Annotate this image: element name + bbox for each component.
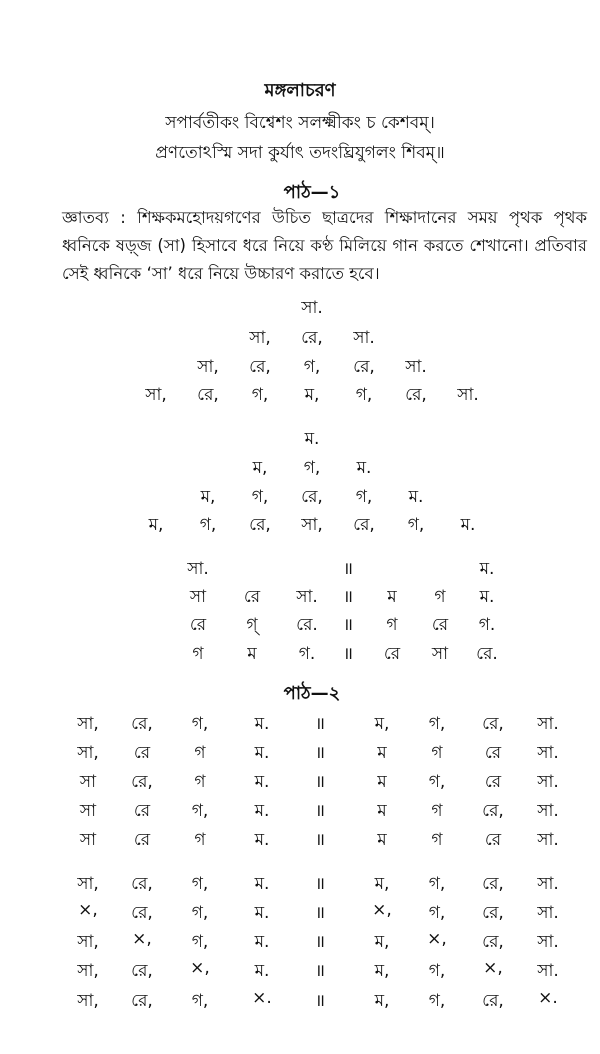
note: গ [434, 587, 446, 607]
notation-row [0, 711, 600, 735]
note: ম, [148, 515, 164, 535]
note: রে, [131, 961, 153, 981]
note: গ [431, 743, 443, 763]
note: ॥ [314, 903, 326, 923]
note: সা. [537, 903, 559, 923]
notation-row [0, 871, 600, 895]
note: গ [194, 743, 206, 763]
note: ম, [304, 385, 320, 405]
notation-row [0, 798, 600, 822]
note: রে [484, 743, 502, 763]
note: ম. [408, 487, 424, 507]
note: ম. [479, 559, 495, 579]
note: সা. [537, 772, 559, 792]
note: রে, [405, 385, 427, 405]
note: রে, [249, 357, 271, 377]
note: সা, [197, 357, 219, 377]
note: রে. [476, 644, 498, 664]
note: সা. [301, 298, 323, 318]
note: ×, [372, 900, 392, 920]
note: সা, [77, 874, 99, 894]
note: রে [243, 587, 261, 607]
note: ম, [374, 874, 390, 894]
note: ×. [252, 988, 272, 1008]
note: সা. [353, 328, 375, 348]
notation-row [0, 900, 600, 924]
note: সা. [457, 385, 479, 405]
notation-row [0, 612, 600, 636]
note: রে, [301, 487, 323, 507]
note: গ [192, 644, 204, 664]
note: রে, [482, 991, 504, 1011]
note: গ্ [246, 615, 258, 635]
note: গ [386, 615, 398, 635]
verse-line: সপার্বতীকং বিশ্বেশং সলক্ষ্মীকং চ কেশবম্। [165, 113, 435, 133]
note: ম. [254, 714, 270, 734]
note: ×, [78, 900, 98, 920]
note: গ, [428, 991, 446, 1011]
lesson1-title: পাঠ—১ [283, 182, 341, 203]
note: ×, [483, 958, 503, 978]
note: গ [431, 801, 443, 821]
note: সা, [77, 991, 99, 1011]
note: সা. [296, 587, 318, 607]
note: রে. [296, 615, 318, 635]
note: ম, [200, 487, 216, 507]
verse-line: প্রণতোঽস্মি সদা কুর্যাৎ তদংঘ্রিযুগলং শিবম্॥ [155, 143, 445, 163]
note: রে, [482, 874, 504, 894]
note: ম [247, 644, 257, 664]
note: ॥ [342, 615, 354, 635]
note: ম. [254, 801, 270, 821]
note: গ, [355, 487, 373, 507]
note: ম [377, 830, 387, 850]
note: গ, [251, 385, 269, 405]
note: গ, [191, 801, 209, 821]
note: সা [79, 801, 97, 821]
note: ম, [374, 991, 390, 1011]
note: গ, [428, 714, 446, 734]
note: রে, [131, 714, 153, 734]
note: ম. [254, 932, 270, 952]
note: সা. [537, 961, 559, 981]
heading: মঙ্গলাচরণ [264, 80, 336, 101]
note: রে, [249, 515, 271, 535]
note: ×, [427, 929, 447, 949]
note: সা, [77, 714, 99, 734]
note: গ, [191, 932, 209, 952]
lesson2-title: পাঠ—২ [283, 683, 341, 704]
note: রে, [482, 903, 504, 923]
note: ॥ [314, 961, 326, 981]
note: ম. [356, 458, 372, 478]
notation-row [0, 455, 600, 479]
note: রে [189, 615, 207, 635]
notation-row [0, 958, 600, 982]
note: ॥ [314, 772, 326, 792]
note: সা [431, 644, 449, 664]
note: সা, [77, 743, 99, 763]
notation-row [0, 740, 600, 764]
note: ম. [254, 772, 270, 792]
note: ম [377, 801, 387, 821]
note: রে, [197, 385, 219, 405]
note: ম. [479, 587, 495, 607]
note: ম. [254, 830, 270, 850]
note: রে [383, 644, 401, 664]
note: ম. [304, 429, 320, 449]
note: ম, [374, 932, 390, 952]
note: ম [387, 587, 397, 607]
lesson1-note: জ্ঞাতব্য : শিক্ষকমহোদয়গণের উচিত ছাত্রদের শিক্ষাদানের সময় পৃথক পৃথক ধ্বনিকে ষড়্জ (সা) হিসাবে ধরে নিয়ে কণ্ঠ মিলিয়ে গান করতে শেখানো। প্রতিবার সেই ধ্বনিকে ‘সা’ ধরে নিয়ে উচ্চারণ করাতে হবে। [62, 208, 587, 283]
note: সা. [187, 559, 209, 579]
note: গ [194, 772, 206, 792]
note: রে [133, 801, 151, 821]
notation-row [0, 929, 600, 953]
notation-row [0, 295, 600, 319]
note: সা, [249, 328, 271, 348]
note: সা. [537, 743, 559, 763]
note: গ, [191, 991, 209, 1011]
note: গ, [428, 961, 446, 981]
note: সা [79, 772, 97, 792]
note: গ, [191, 874, 209, 894]
note: গ, [251, 487, 269, 507]
note: সা. [537, 874, 559, 894]
note: সা. [537, 830, 559, 850]
notation-row [0, 584, 600, 608]
note: ×, [132, 929, 152, 949]
notation-row [0, 827, 600, 851]
note: ম. [254, 874, 270, 894]
note: গ, [303, 357, 321, 377]
note: রে, [482, 714, 504, 734]
note: সা, [77, 961, 99, 981]
note: ×. [538, 988, 558, 1008]
note: রে [484, 772, 502, 792]
note: সা. [537, 801, 559, 821]
note: রে, [482, 801, 504, 821]
note: রে, [482, 932, 504, 952]
note: সা. [537, 714, 559, 734]
note: রে [431, 615, 449, 635]
note: রে [133, 743, 151, 763]
note: ম, [374, 961, 390, 981]
notation-row [0, 325, 600, 349]
note: রে, [301, 328, 323, 348]
note: ॥ [314, 874, 326, 894]
note: ম [377, 772, 387, 792]
note: রে [133, 830, 151, 850]
note: ॥ [342, 587, 354, 607]
note: রে, [131, 903, 153, 923]
note: সা [79, 830, 97, 850]
notation-row [0, 641, 600, 665]
notation-row [0, 484, 600, 508]
notation-row [0, 382, 600, 406]
note: ॥ [314, 743, 326, 763]
note: সা [189, 587, 207, 607]
note: রে [484, 830, 502, 850]
note: সা. [405, 357, 427, 377]
note: গ, [428, 874, 446, 894]
note: সা, [145, 385, 167, 405]
note: সা, [301, 515, 323, 535]
note: ॥ [314, 830, 326, 850]
note: ম [377, 743, 387, 763]
note: ম. [254, 961, 270, 981]
note: গ. [478, 615, 496, 635]
note: গ [431, 830, 443, 850]
note: গ, [428, 772, 446, 792]
note: গ, [191, 714, 209, 734]
note: রে, [131, 772, 153, 792]
note: গ, [407, 515, 425, 535]
note: ॥ [314, 932, 326, 952]
note: ম, [374, 714, 390, 734]
note: ম. [254, 743, 270, 763]
notation-row [0, 354, 600, 378]
notation-row [0, 512, 600, 536]
note: গ, [355, 385, 373, 405]
notation-row [0, 426, 600, 450]
note: ॥ [314, 801, 326, 821]
note: গ [194, 830, 206, 850]
note: ×, [190, 958, 210, 978]
note: গ, [199, 515, 217, 535]
note: রে, [131, 991, 153, 1011]
note: ॥ [314, 714, 326, 734]
note: রে, [353, 357, 375, 377]
note: ॥ [342, 559, 354, 579]
note: গ. [298, 644, 316, 664]
note: ম. [254, 903, 270, 923]
note: ম. [460, 515, 476, 535]
note: ॥ [314, 991, 326, 1011]
note: সা. [537, 932, 559, 952]
note: ॥ [342, 644, 354, 664]
note: রে, [131, 874, 153, 894]
note: সা, [77, 932, 99, 952]
note: গ, [428, 903, 446, 923]
note: ম, [252, 458, 268, 478]
note: রে, [353, 515, 375, 535]
note: গ, [191, 903, 209, 923]
notation-row [0, 769, 600, 793]
notation-row [0, 988, 600, 1012]
note: গ, [303, 458, 321, 478]
notation-row [0, 556, 600, 580]
